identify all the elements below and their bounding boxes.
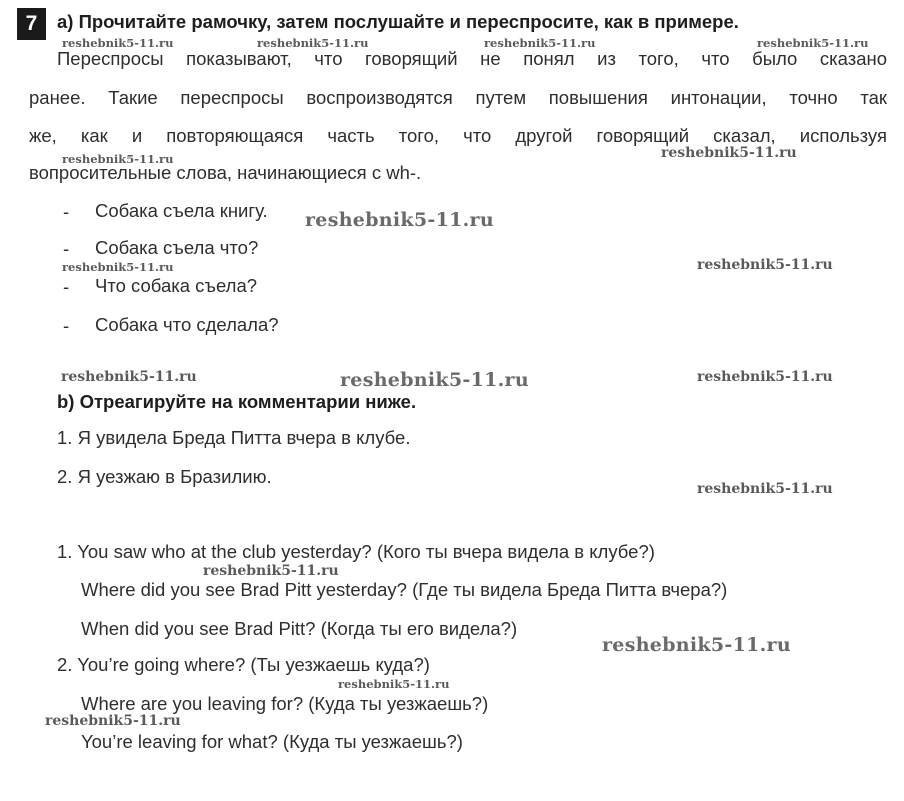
- answer-line-2: Where did you see Brad Pitt yesterday? (Где ты видела Бреда Питта вчера?): [81, 579, 728, 600]
- watermark: reshebnik5-11.ru: [661, 145, 797, 161]
- watermark: reshebnik5-11.ru: [602, 634, 791, 656]
- answer-line-4: 2. You’re going where? (Ты уезжаешь куда?): [57, 654, 430, 675]
- intro-line-1: Переспросы показывают, что говорящий не понял из того, что было сказано: [57, 48, 887, 69]
- watermark: reshebnik5-11.ru: [62, 260, 174, 274]
- watermark: reshebnik5-11.ru: [697, 257, 833, 273]
- watermark: reshebnik5-11.ru: [61, 369, 197, 385]
- intro-line-4: вопросительные слова, начинающиеся с wh-.: [29, 162, 422, 183]
- watermark: reshebnik5-11.ru: [62, 152, 174, 166]
- watermark: reshebnik5-11.ru: [484, 36, 596, 50]
- watermark: reshebnik5-11.ru: [697, 369, 833, 385]
- list-bullet: -: [63, 201, 70, 222]
- answer-line-5: Where are you leaving for? (Куда ты уезжаешь?): [81, 693, 489, 714]
- list-bullet: -: [63, 238, 70, 259]
- comment-item-2: 2. Я уезжаю в Бразилию.: [57, 466, 272, 487]
- watermark: reshebnik5-11.ru: [757, 36, 869, 50]
- comment-item-1: 1. Я увидела Бреда Питта вчера в клубе.: [57, 427, 411, 448]
- intro-line-2: ранее. Такие переспросы воспроизводятся путем повышения интонации, точно так: [29, 87, 887, 108]
- answer-line-3: When did you see Brad Pitt? (Когда ты его видела?): [81, 618, 518, 639]
- watermark: reshebnik5-11.ru: [45, 713, 181, 729]
- watermark: reshebnik5-11.ru: [305, 209, 494, 231]
- watermark: reshebnik5-11.ru: [257, 36, 369, 50]
- example-item-2: Собака съела что?: [95, 237, 259, 258]
- answer-line-6: You’re leaving for what? (Куда ты уезжаешь?): [81, 731, 463, 752]
- list-bullet: -: [63, 315, 70, 336]
- answer-line-1: 1. You saw who at the club yesterday? (Кого ты вчера видела в клубе?): [57, 541, 655, 562]
- watermark: reshebnik5-11.ru: [62, 36, 174, 50]
- intro-line-3: же, как и повторяющаяся часть того, что другой говорящий сказал, используя: [29, 125, 887, 146]
- watermark: reshebnik5-11.ru: [203, 563, 339, 579]
- example-item-1: Собака съела книгу.: [95, 200, 268, 221]
- watermark: reshebnik5-11.ru: [338, 677, 450, 691]
- part-a-heading: a) Прочитайте рамочку, затем послушайте и переспросите, как в примере.: [57, 11, 739, 32]
- part-b-heading: b) Отреагируйте на комментарии ниже.: [57, 391, 417, 412]
- watermark: reshebnik5-11.ru: [697, 481, 833, 497]
- list-bullet: -: [63, 276, 70, 297]
- example-item-4: Собака что сделала?: [95, 314, 279, 335]
- exercise-number-badge: 7: [17, 8, 46, 40]
- example-item-3: Что собака съела?: [95, 275, 258, 296]
- watermark: reshebnik5-11.ru: [340, 369, 529, 391]
